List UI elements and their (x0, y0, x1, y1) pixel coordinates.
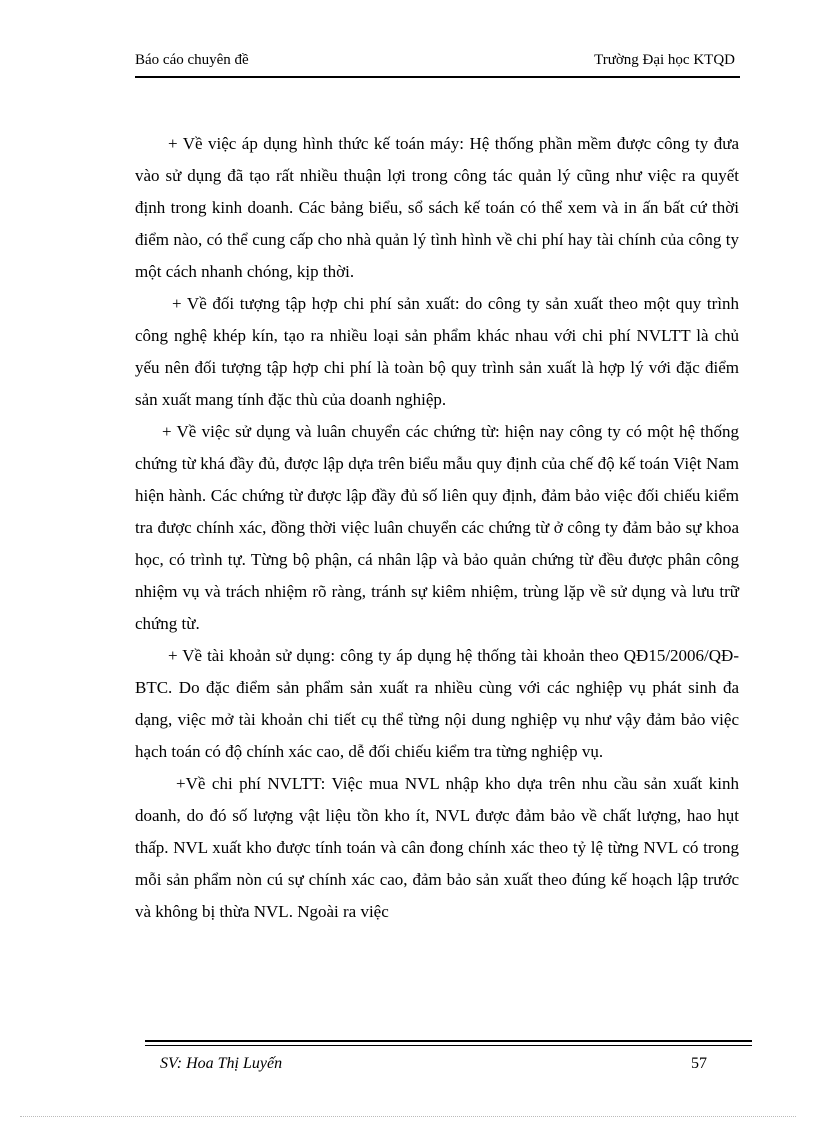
footer-divider-thin (145, 1045, 752, 1046)
paragraph-accounting-software: + Về việc áp dụng hình thức kế toán máy: Hệ thống phần mềm được công ty đưa vào sử dụng đã tạo rất nhiều thuận lợi trong công tác quản lý cũng như việc ra quyết định trong kinh doanh. Các bảng biểu, sổ sách kế toán có thể xem và in ấn bất cứ thời điểm nào, có thể cung cấp cho nhà quản lý tình hình về chi phí hay tài chính của công ty một cách nhanh chóng, kịp thời. (135, 134, 739, 281)
page-bottom-border (20, 1116, 796, 1117)
paragraph-accounts: + Về tài khoản sử dụng: công ty áp dụng hệ thống tài khoản theo QĐ15/2006/QĐ-BTC. Do đặc điểm sản phẩm sản xuất ra nhiều cùng với các nghiệp vụ phát sinh đa dạng, việc mở tài khoản chi tiết cụ thể từng nội dung nghiệp vụ như vậy đảm bảo việc hạch toán có độ chính xác cao, dễ đối chiếu kiểm tra từng nghiệp vụ. (135, 646, 739, 761)
document-body (135, 128, 739, 928)
header-divider (135, 76, 740, 78)
page-number: 57 (691, 1055, 707, 1072)
header-university: Trường Đại học KTQD (594, 52, 735, 68)
footer-divider-thick (145, 1040, 752, 1042)
paragraph-documents: + Về việc sử dụng và luân chuyển các chứng từ: hiện nay công ty có một hệ thống chứng từ khá đầy đủ, được lập dựa trên biểu mẫu quy định của chế độ kế toán Việt Nam hiện hành. Các chứng từ được lập đầy đủ số liên quy định, đảm bảo việc đối chiếu kiểm tra được chính xác, đồng thời việc luân chuyển các chứng từ ở công ty đảm bảo sự khoa học, có trình tự. Từng bộ phận, cá nhân lập và bảo quản chứng từ đều được phân công nhiệm vụ và trách nhiệm rõ ràng, tránh sự kiêm nhiệm, trùng lặp về sử dụng và lưu trữ chứng từ. (135, 422, 739, 633)
paragraph-cost-object: + Về đối tượng tập hợp chi phí sản xuất: do công ty sản xuất theo một quy trình công nghệ khép kín, tạo ra nhiều loại sản phẩm khác nhau với chi phí NVLTT là chủ yếu nên đối tượng tập hợp chi phí là toàn bộ quy trình sản xuất là hợp lý với đặc điểm sản xuất mang tính đặc thù của doanh nghiệp. (135, 294, 739, 409)
paragraph-material-costs: +Về chi phí NVLTT: Việc mua NVL nhập kho dựa trên nhu cầu sản xuất kinh doanh, do đó số lượng vật liệu tồn kho ít, NVL được đảm bảo về chất lượng, hao hụt thấp. NVL xuất kho được tính toán và cân đong chính xác theo tỷ lệ từng NVL có trong mỗi sản phẩm nòn cú sự chính xác cao, đảm bảo sản xuất theo đúng kế hoạch lập trước và không bị thừa NVL. Ngoài ra việc (135, 774, 739, 921)
header-report-title: Báo cáo chuyên đề (135, 52, 249, 68)
footer-author: SV: Hoa Thị Luyến (160, 1055, 283, 1072)
